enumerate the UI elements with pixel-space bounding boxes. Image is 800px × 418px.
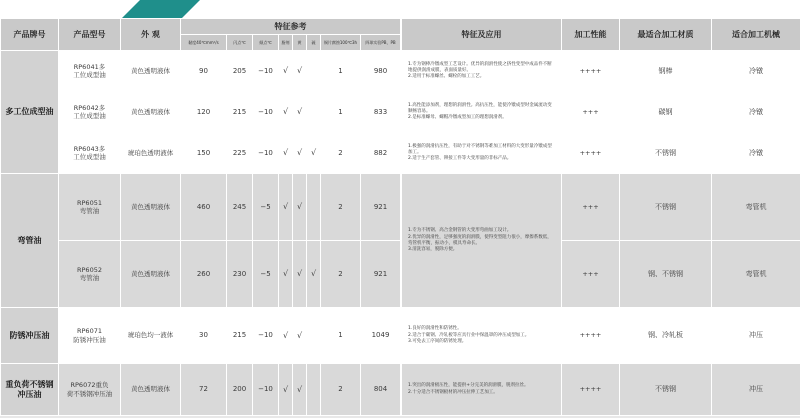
- product-table-right: [401, 18, 800, 416]
- flash-cell: 200: [227, 364, 253, 416]
- check-cell: √: [279, 308, 293, 364]
- brand-cell: 多工位成型油: [1, 51, 59, 174]
- table-row: [1, 364, 401, 416]
- machine-cell: 冲压: [712, 308, 800, 364]
- check-cell: √: [293, 51, 307, 92]
- check-cell: √: [279, 92, 293, 133]
- feature-line: 2.适用于标准螺丝、螺栓的加工工艺。: [408, 74, 485, 80]
- appearance-cell: 琥珀色均一液体: [121, 308, 181, 364]
- appearance-cell: 黄色透明液体: [121, 174, 181, 241]
- param-header-viscosity: 黏度40℃mm²/s: [181, 35, 227, 51]
- check-cell: √: [293, 364, 307, 416]
- table-row: [1, 92, 401, 133]
- appearance-column-header: 外 观: [121, 19, 181, 51]
- feature-line: 1.极强的润滑抗压性，有助于对不锈钢等难加工材料的大变形量冷镦成型加工。: [408, 144, 552, 155]
- pb-cell: 882: [361, 133, 401, 174]
- check-cell: √: [279, 133, 293, 174]
- model-cell: RP6041多 工位成型油: [59, 51, 121, 92]
- appearance-cell: 黄色透明液体: [121, 51, 181, 92]
- check-cell: √: [279, 364, 293, 416]
- feature-line: 1.良好的润滑性和防锈性。: [408, 326, 462, 332]
- brand-cell: 防锈冲压油: [1, 308, 59, 364]
- feature-line: 2.是标准螺母、螺帽冷镦成型加工的理想润滑剂。: [408, 115, 507, 121]
- param-header-fat: 脂剂: [279, 35, 293, 51]
- model-cell: RP6071 防锈冲压油: [59, 308, 121, 364]
- machine-cell: 弯管机: [712, 241, 800, 308]
- performance-cell: +++: [562, 92, 620, 133]
- param-header-pour: 倾点℃: [253, 35, 279, 51]
- pb-cell: 980: [361, 51, 401, 92]
- performance-cell: +++: [562, 241, 620, 308]
- pb-cell: 921: [361, 174, 401, 241]
- brand-cell: 弯管油: [1, 174, 59, 308]
- brand-column-header: 产品牌号: [1, 19, 59, 51]
- product-table-left: [0, 18, 401, 416]
- pb-cell: 804: [361, 364, 401, 416]
- corrosion-cell: 2: [321, 133, 361, 174]
- brand-cell: 重负荷不锈钢冲压油: [1, 364, 59, 416]
- table-row: [1, 51, 401, 92]
- feature-line: 2.适合于碳钢、冷轧板等应具行业中保温罩的冲压成型加工。: [408, 332, 530, 338]
- features-cell: [402, 174, 562, 308]
- viscosity-cell: 30: [181, 308, 227, 364]
- feature-line: 2.优异的润滑性，足够强度的润滑膜，使得变型阻力很小，摩擦系数低，弯管机平衡，振动小，模具寿命长。: [408, 234, 552, 246]
- model-cell: RP6042多 工位成型油: [59, 92, 121, 133]
- flash-cell: 215: [227, 308, 253, 364]
- check-cell: √: [293, 133, 307, 174]
- machine-cell: 冷镦: [712, 51, 800, 92]
- performance-column-header: 加工性能: [562, 19, 620, 51]
- performance-cell: ++++: [562, 364, 620, 416]
- pour-cell: −10: [253, 308, 279, 364]
- check-cell: [307, 308, 321, 364]
- check-cell: √: [279, 51, 293, 92]
- table-row: [402, 133, 800, 174]
- table-row: [1, 133, 401, 174]
- features-column-header: 特征及应用: [402, 19, 562, 51]
- table-row: [402, 51, 800, 92]
- features-cell: [402, 92, 562, 133]
- feature-line: 3.可免去工序间的防锈处理。: [408, 339, 467, 345]
- model-cell: RP6072重负 荷不锈钢冲压油: [59, 364, 121, 416]
- viscosity-cell: 150: [181, 133, 227, 174]
- flash-cell: 245: [227, 174, 253, 241]
- viscosity-cell: 90: [181, 51, 227, 92]
- feature-line: 1.突出的润滑极压性，能提供+分完美的润滑膜，脱剂拉丝。: [408, 383, 529, 389]
- table-row: [402, 364, 800, 416]
- param-header-pb: 四球实验PB，PB: [361, 35, 401, 51]
- appearance-cell: 黄色透明液体: [121, 364, 181, 416]
- check-cell: √: [293, 174, 307, 241]
- features-cell: [402, 133, 562, 174]
- pour-cell: −5: [253, 174, 279, 241]
- check-cell: [307, 364, 321, 416]
- flash-cell: 225: [227, 133, 253, 174]
- corrosion-cell: 2: [321, 174, 361, 241]
- corrosion-cell: 2: [321, 364, 361, 416]
- pb-cell: 1049: [361, 308, 401, 364]
- param-header-corrosion: 铜片腐蚀100℃3h: [321, 35, 361, 51]
- check-cell: [307, 51, 321, 92]
- flash-cell: 205: [227, 51, 253, 92]
- check-cell: [307, 92, 321, 133]
- table-row: [1, 174, 401, 241]
- flash-cell: 230: [227, 241, 253, 308]
- feature-line: 3.清洗容易，脱除方便。: [408, 247, 458, 253]
- table-row: [402, 174, 800, 241]
- model-cell: RP6043多 工位成型油: [59, 133, 121, 174]
- table-row: [1, 308, 401, 364]
- performance-cell: ++++: [562, 51, 620, 92]
- machine-column-header: 适合加工机械: [712, 19, 800, 51]
- header-row: [402, 19, 800, 51]
- model-cell: RP6051 弯管油: [59, 174, 121, 241]
- feature-line: 1.专为钢棒冷镦成型工艺设计。优异的润滑性使之挤性变型中成品件不断地提供润滑成膜，表面质量好。: [408, 62, 552, 73]
- performance-cell: ++++: [562, 308, 620, 364]
- pour-cell: −10: [253, 51, 279, 92]
- features-cell: [402, 308, 562, 364]
- machine-cell: 弯管机: [712, 174, 800, 241]
- material-column-header: 最适合加工材质: [620, 19, 712, 51]
- check-cell: √: [293, 308, 307, 364]
- features-cell: [402, 364, 562, 416]
- check-cell: √: [293, 241, 307, 308]
- param-header-flash: 闪点℃: [227, 35, 253, 51]
- pb-cell: 833: [361, 92, 401, 133]
- material-cell: 不锈钢: [620, 174, 712, 241]
- material-cell: 不锈钢: [620, 133, 712, 174]
- appearance-cell: 黄色透明液体: [121, 92, 181, 133]
- table-row: [402, 92, 800, 133]
- material-cell: 钢棒: [620, 51, 712, 92]
- material-cell: 钢、冷轧板: [620, 308, 712, 364]
- pour-cell: −10: [253, 133, 279, 174]
- check-cell: [307, 174, 321, 241]
- table-row: [402, 308, 800, 364]
- params-group-header: 特征参考: [181, 19, 401, 35]
- check-cell: √: [307, 133, 321, 174]
- flash-cell: 215: [227, 92, 253, 133]
- corrosion-cell: 1: [321, 92, 361, 133]
- pb-cell: 921: [361, 241, 401, 308]
- corrosion-cell: 1: [321, 308, 361, 364]
- feature-line: 1.专为不锈钢、高合金钢管的大变形弯曲加工设计。: [408, 228, 512, 234]
- material-cell: 钢、不锈钢: [620, 241, 712, 308]
- model-column-header: 产品型号: [59, 19, 121, 51]
- param-header-sulfur: 硫: [307, 35, 321, 51]
- pour-cell: −5: [253, 241, 279, 308]
- check-cell: √: [307, 241, 321, 308]
- feature-line: 1.高性能添加剂，理想的润滑性。高抗压性，能使冷镦成型时金属流动变顺畅容易。: [408, 103, 552, 114]
- machine-cell: 冷镦: [712, 133, 800, 174]
- features-cell: [402, 51, 562, 92]
- check-cell: √: [279, 241, 293, 308]
- feature-line: 2.十分适合不锈钢板材的冲压拉伸工艺加工。: [408, 390, 498, 395]
- performance-cell: +++: [562, 174, 620, 241]
- material-cell: 碳钢: [620, 92, 712, 133]
- table-row: [1, 241, 401, 308]
- param-header-yellow: 黄: [293, 35, 307, 51]
- pour-cell: −10: [253, 364, 279, 416]
- check-cell: √: [293, 92, 307, 133]
- material-cell: 不锈钢: [620, 364, 712, 416]
- appearance-cell: 黄色透明液体: [121, 241, 181, 308]
- appearance-cell: 琥珀色透明液体: [121, 133, 181, 174]
- check-cell: √: [279, 174, 293, 241]
- machine-cell: 冲压: [712, 364, 800, 416]
- corrosion-cell: 1: [321, 51, 361, 92]
- performance-cell: ++++: [562, 133, 620, 174]
- viscosity-cell: 120: [181, 92, 227, 133]
- viscosity-cell: 260: [181, 241, 227, 308]
- pour-cell: −10: [253, 92, 279, 133]
- header-row-1: [1, 19, 401, 35]
- viscosity-cell: 72: [181, 364, 227, 416]
- machine-cell: 冷镦: [712, 92, 800, 133]
- viscosity-cell: 460: [181, 174, 227, 241]
- model-cell: RP6052 弯管油: [59, 241, 121, 308]
- feature-line: 2.适于生产套管、铆接工件等大变形量的非标产品。: [408, 156, 512, 162]
- corrosion-cell: 2: [321, 241, 361, 308]
